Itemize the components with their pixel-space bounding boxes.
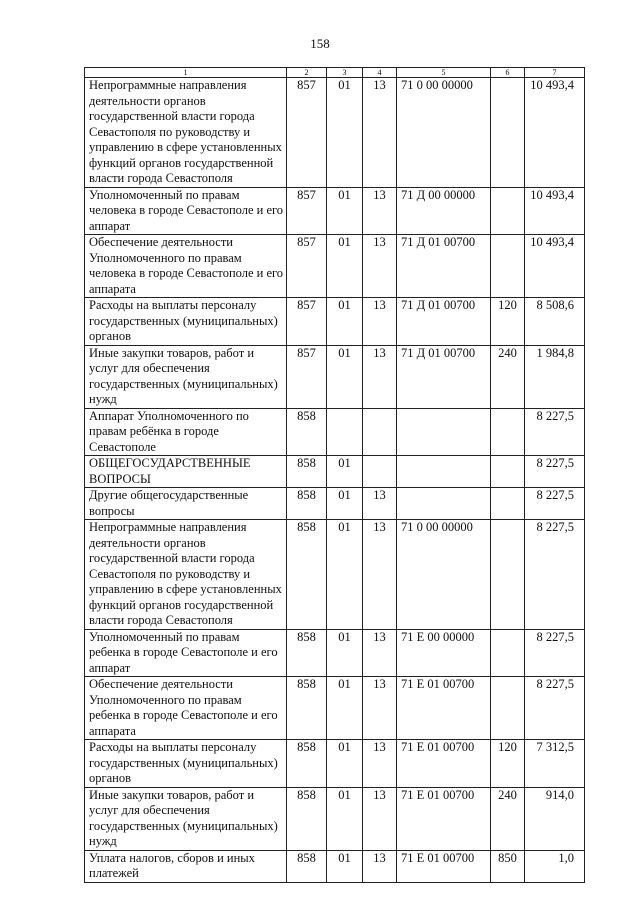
row-grbs-cell: 858 bbox=[287, 787, 327, 850]
row-subsection-cell: 13 bbox=[363, 345, 397, 408]
row-subsection-cell: 13 bbox=[363, 78, 397, 188]
table-row bbox=[85, 520, 585, 630]
column-number: 2 bbox=[287, 68, 327, 78]
row-subsection-cell: 13 bbox=[363, 235, 397, 298]
table-row bbox=[85, 677, 585, 740]
row-amount-cell: 1 984,8 bbox=[525, 345, 585, 408]
row-expense-type-cell: 850 bbox=[491, 850, 525, 882]
row-section-cell: 01 bbox=[327, 78, 363, 188]
row-name-cell: Другие общегосударственные вопросы bbox=[85, 488, 287, 520]
row-name-cell: Иные закупки товаров, работ и услуг для обеспечения государственных (муниципальных) нужд bbox=[85, 787, 287, 850]
row-target-article-cell: 71 0 00 00000 bbox=[397, 520, 491, 630]
row-subsection-cell bbox=[363, 408, 397, 456]
row-grbs-cell: 858 bbox=[287, 629, 327, 677]
row-subsection-cell bbox=[363, 456, 397, 488]
table-row bbox=[85, 488, 585, 520]
row-subsection-cell: 13 bbox=[363, 740, 397, 788]
row-target-article-cell bbox=[397, 488, 491, 520]
row-subsection-cell: 13 bbox=[363, 850, 397, 882]
row-subsection-cell: 13 bbox=[363, 298, 397, 346]
row-amount-cell: 10 493,4 bbox=[525, 78, 585, 188]
row-target-article-cell: 71 Е 00 00000 bbox=[397, 629, 491, 677]
table-body bbox=[85, 78, 585, 883]
row-expense-type-cell bbox=[491, 187, 525, 235]
row-name-cell: Обеспечение деятельности Уполномоченного по правам человека в городе Севастополе и его аппарата bbox=[85, 235, 287, 298]
row-name-cell: Непрограммные направления деятельности органов государственной власти города Севастополя по руководству и управлению в сфере установленных функций органов государственной власти города Севастополя bbox=[85, 520, 287, 630]
table-row bbox=[85, 187, 585, 235]
row-subsection-cell: 13 bbox=[363, 787, 397, 850]
row-target-article-cell: 71 Д 01 00700 bbox=[397, 345, 491, 408]
column-number: 7 bbox=[525, 68, 585, 78]
row-expense-type-cell bbox=[491, 408, 525, 456]
table-row bbox=[85, 740, 585, 788]
row-name-cell: Расходы на выплаты персоналу государственных (муниципальных) органов bbox=[85, 298, 287, 346]
row-subsection-cell: 13 bbox=[363, 520, 397, 630]
row-expense-type-cell: 240 bbox=[491, 787, 525, 850]
row-amount-cell: 8 227,5 bbox=[525, 520, 585, 630]
row-amount-cell: 8 227,5 bbox=[525, 408, 585, 456]
row-name-cell: Иные закупки товаров, работ и услуг для обеспечения государственных (муниципальных) нужд bbox=[85, 345, 287, 408]
row-grbs-cell: 858 bbox=[287, 740, 327, 788]
table-row bbox=[85, 408, 585, 456]
row-amount-cell: 914,0 bbox=[525, 787, 585, 850]
row-target-article-cell bbox=[397, 456, 491, 488]
budget-table bbox=[84, 67, 585, 883]
row-subsection-cell: 13 bbox=[363, 488, 397, 520]
table-row bbox=[85, 235, 585, 298]
row-name-cell: Уполномоченный по правам человека в городе Севастополе и его аппарат bbox=[85, 187, 287, 235]
row-expense-type-cell bbox=[491, 629, 525, 677]
row-name-cell: Аппарат Уполномоченного по правам ребёнка в городе Севастополе bbox=[85, 408, 287, 456]
table-row bbox=[85, 629, 585, 677]
column-number: 1 bbox=[85, 68, 287, 78]
row-amount-cell: 8 508,6 bbox=[525, 298, 585, 346]
row-expense-type-cell bbox=[491, 520, 525, 630]
row-amount-cell: 8 227,5 bbox=[525, 456, 585, 488]
row-grbs-cell: 857 bbox=[287, 298, 327, 346]
row-amount-cell: 10 493,4 bbox=[525, 235, 585, 298]
row-target-article-cell: 71 Е 01 00700 bbox=[397, 677, 491, 740]
row-expense-type-cell bbox=[491, 488, 525, 520]
row-grbs-cell: 857 bbox=[287, 187, 327, 235]
row-amount-cell: 10 493,4 bbox=[525, 187, 585, 235]
column-number-row bbox=[85, 68, 585, 78]
row-grbs-cell: 858 bbox=[287, 850, 327, 882]
row-target-article-cell: 71 Е 01 00700 bbox=[397, 850, 491, 882]
table-row bbox=[85, 345, 585, 408]
row-section-cell bbox=[327, 408, 363, 456]
row-name-cell: Непрограммные направления деятельности органов государственной власти города Севастополя по руководству и управлению в сфере установленных функций органов государственной власти города Севастополя bbox=[85, 78, 287, 188]
row-name-cell: Уполномоченный по правам ребенка в городе Севастополе и его аппарат bbox=[85, 629, 287, 677]
table-row bbox=[85, 787, 585, 850]
row-section-cell: 01 bbox=[327, 520, 363, 630]
row-section-cell: 01 bbox=[327, 235, 363, 298]
column-number: 3 bbox=[327, 68, 363, 78]
row-amount-cell: 1,0 bbox=[525, 850, 585, 882]
page-number: 158 bbox=[310, 36, 330, 51]
row-section-cell: 01 bbox=[327, 345, 363, 408]
row-target-article-cell: 71 Е 01 00700 bbox=[397, 740, 491, 788]
row-grbs-cell: 857 bbox=[287, 78, 327, 188]
row-amount-cell: 8 227,5 bbox=[525, 488, 585, 520]
row-expense-type-cell: 120 bbox=[491, 298, 525, 346]
row-name-cell: ОБЩЕГОСУДАРСТВЕННЫЕ ВОПРОСЫ bbox=[85, 456, 287, 488]
row-target-article-cell: 71 Д 01 00700 bbox=[397, 235, 491, 298]
row-section-cell: 01 bbox=[327, 187, 363, 235]
row-grbs-cell: 857 bbox=[287, 345, 327, 408]
row-section-cell: 01 bbox=[327, 629, 363, 677]
row-subsection-cell: 13 bbox=[363, 677, 397, 740]
row-grbs-cell: 858 bbox=[287, 408, 327, 456]
row-name-cell: Уплата налогов, сборов и иных платежей bbox=[85, 850, 287, 882]
row-section-cell: 01 bbox=[327, 740, 363, 788]
row-target-article-cell bbox=[397, 408, 491, 456]
row-section-cell: 01 bbox=[327, 488, 363, 520]
row-grbs-cell: 858 bbox=[287, 520, 327, 630]
row-expense-type-cell bbox=[491, 235, 525, 298]
row-name-cell: Расходы на выплаты персоналу государственных (муниципальных) органов bbox=[85, 740, 287, 788]
row-section-cell: 01 bbox=[327, 787, 363, 850]
table-row bbox=[85, 456, 585, 488]
row-expense-type-cell bbox=[491, 456, 525, 488]
row-amount-cell: 8 227,5 bbox=[525, 677, 585, 740]
table-row bbox=[85, 298, 585, 346]
row-target-article-cell: 71 0 00 00000 bbox=[397, 78, 491, 188]
row-target-article-cell: 71 Д 00 00000 bbox=[397, 187, 491, 235]
row-amount-cell: 8 227,5 bbox=[525, 629, 585, 677]
row-expense-type-cell bbox=[491, 78, 525, 188]
row-name-cell: Обеспечение деятельности Уполномоченного по правам ребенка в городе Севастополе и его аппарата bbox=[85, 677, 287, 740]
row-section-cell: 01 bbox=[327, 850, 363, 882]
row-amount-cell: 7 312,5 bbox=[525, 740, 585, 788]
row-grbs-cell: 858 bbox=[287, 488, 327, 520]
row-section-cell: 01 bbox=[327, 456, 363, 488]
row-grbs-cell: 858 bbox=[287, 677, 327, 740]
table-row bbox=[85, 850, 585, 882]
column-number: 4 bbox=[363, 68, 397, 78]
row-subsection-cell: 13 bbox=[363, 187, 397, 235]
column-number: 6 bbox=[491, 68, 525, 78]
row-expense-type-cell bbox=[491, 677, 525, 740]
table-row bbox=[85, 78, 585, 188]
column-number: 5 bbox=[397, 68, 491, 78]
row-expense-type-cell: 240 bbox=[491, 345, 525, 408]
row-expense-type-cell: 120 bbox=[491, 740, 525, 788]
row-grbs-cell: 858 bbox=[287, 456, 327, 488]
row-grbs-cell: 857 bbox=[287, 235, 327, 298]
row-section-cell: 01 bbox=[327, 298, 363, 346]
row-target-article-cell: 71 Е 01 00700 bbox=[397, 787, 491, 850]
row-subsection-cell: 13 bbox=[363, 629, 397, 677]
row-section-cell: 01 bbox=[327, 677, 363, 740]
row-target-article-cell: 71 Д 01 00700 bbox=[397, 298, 491, 346]
